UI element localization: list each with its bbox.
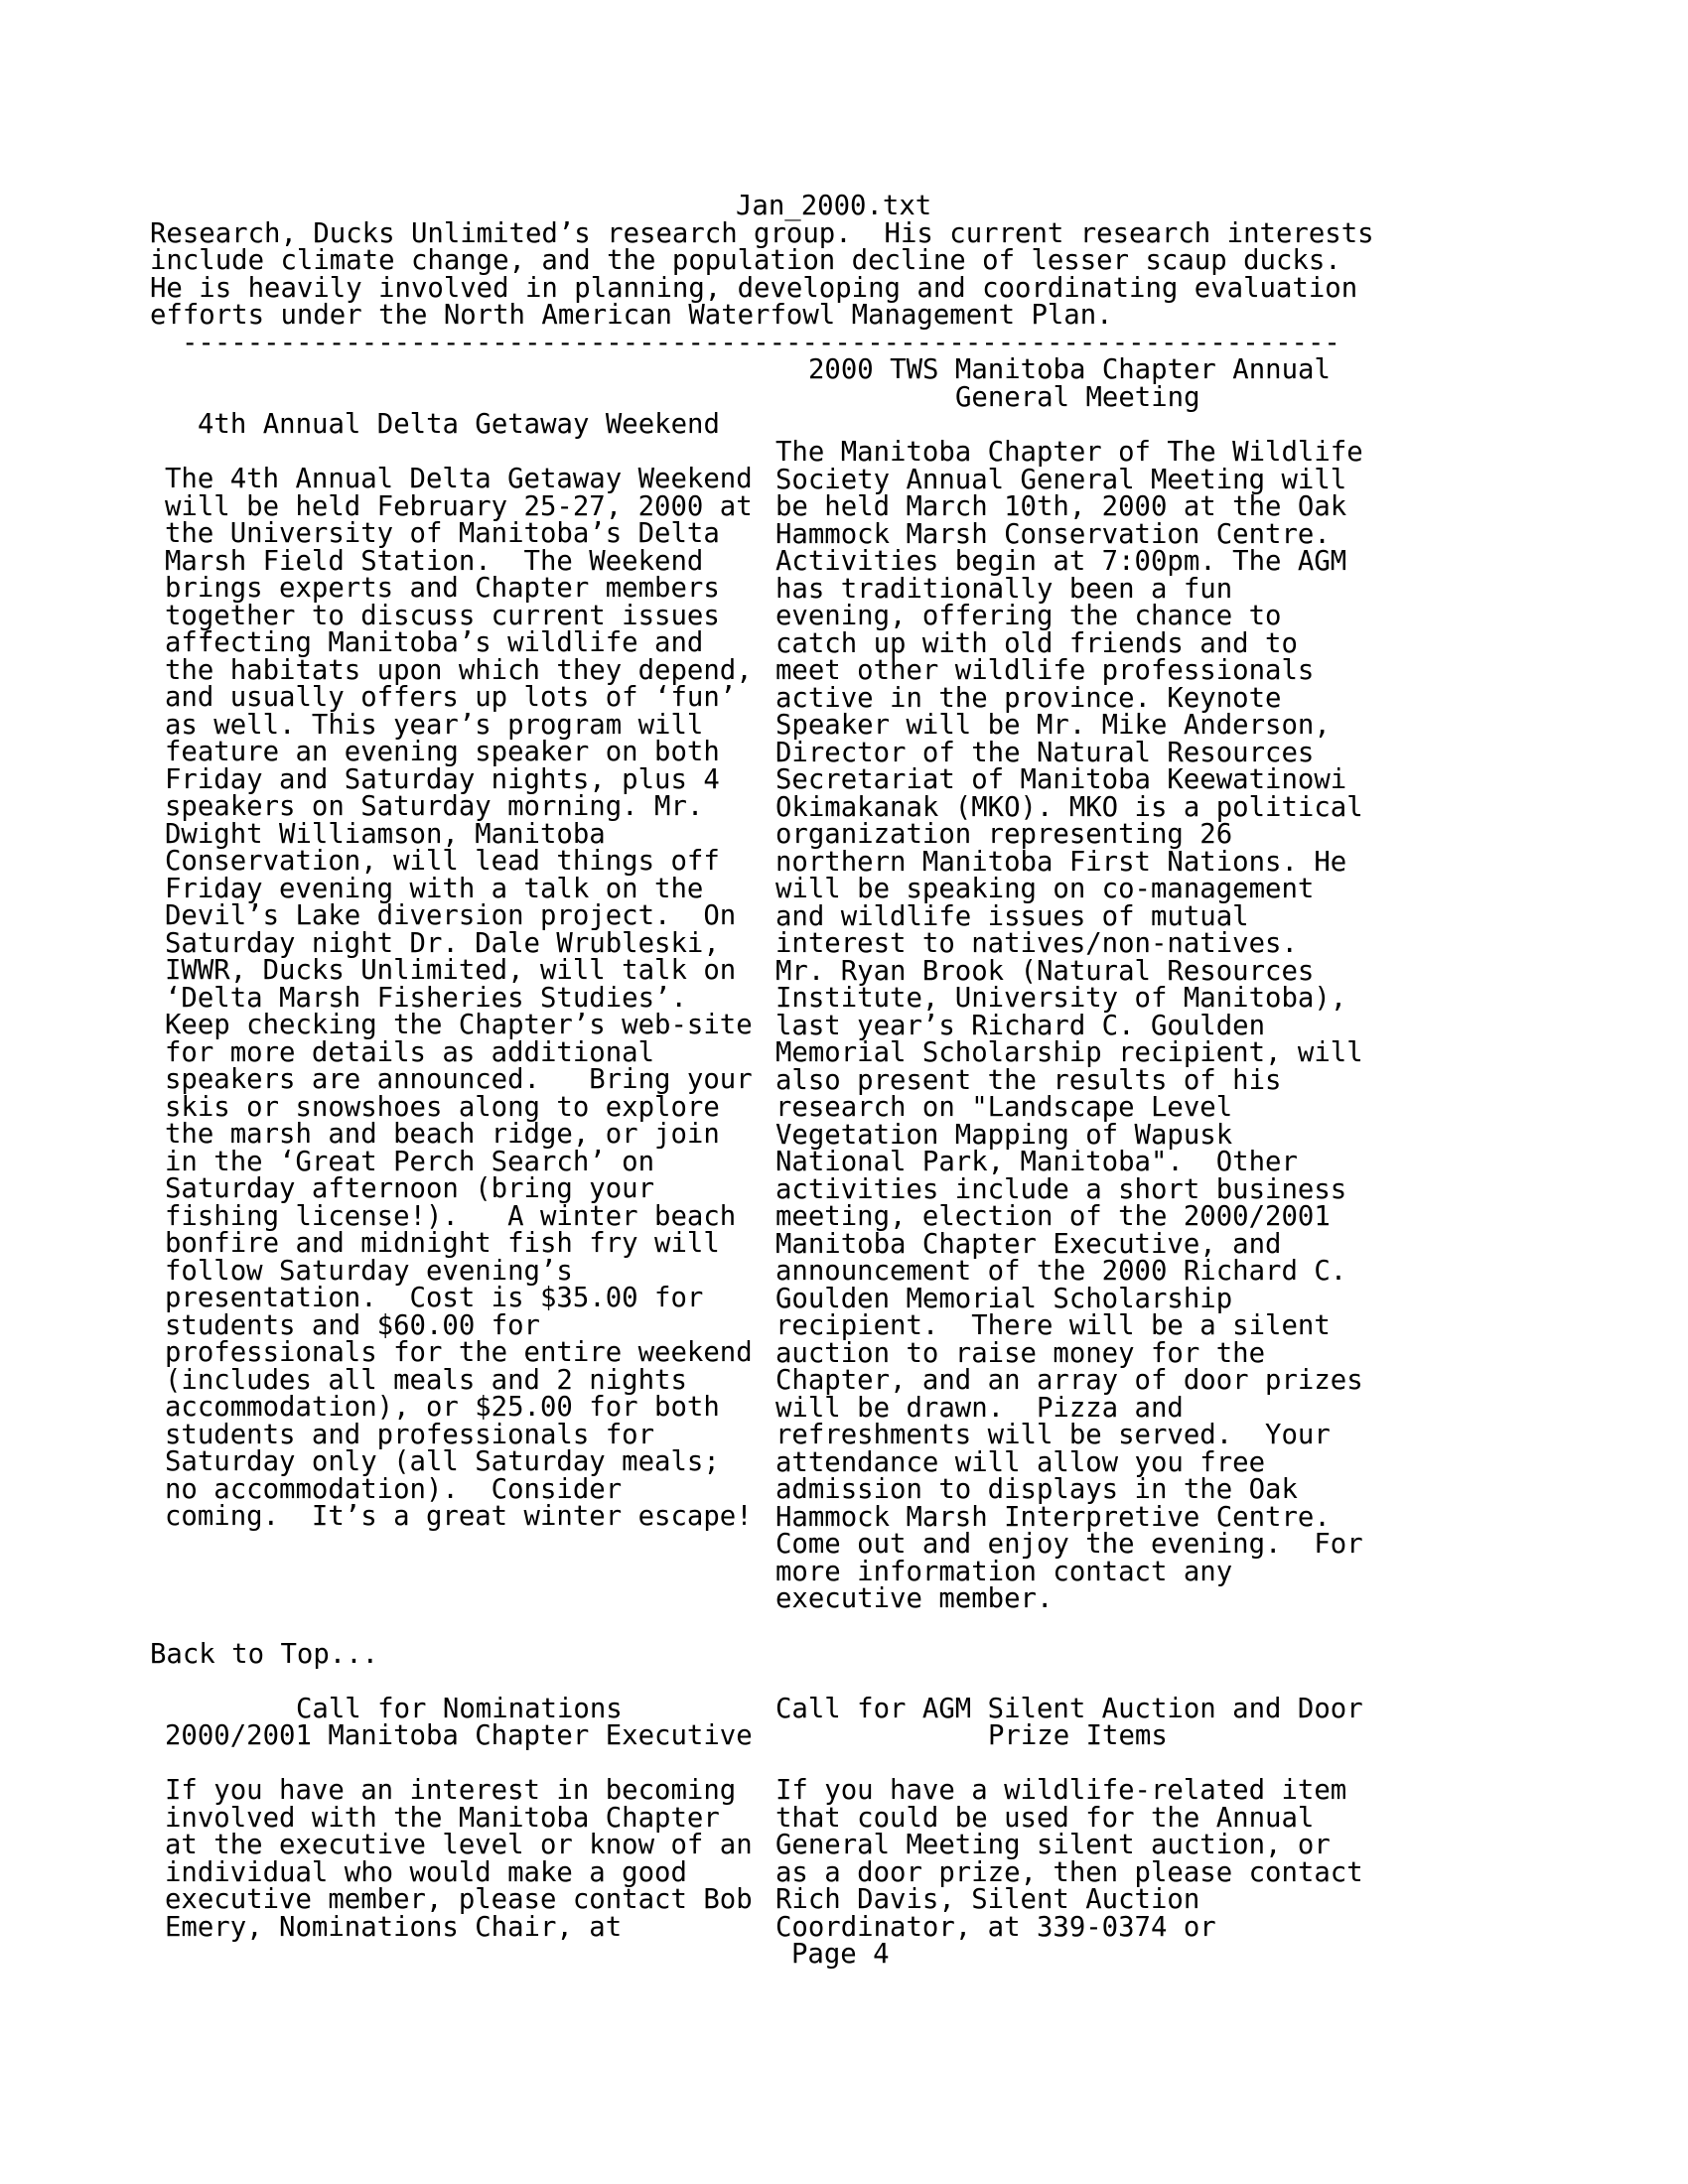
- delta-getaway-body-line: (includes all meals and 2 nights: [165, 1364, 687, 1396]
- nominations-body-line: individual who would make a good: [165, 1856, 687, 1888]
- auction-body-line: that could be used for the Annual: [775, 1802, 1315, 1834]
- agm-body-line: meet other wildlife professionals: [775, 655, 1315, 686]
- agm-body-line: executive member.: [775, 1583, 1054, 1614]
- agm-body-line: Okimakanak (MKO). MKO is a political: [775, 791, 1363, 823]
- back-to-top-link[interactable]: Back to Top...: [150, 1639, 379, 1670]
- agm-body-line: recipient. There will be a silent: [775, 1310, 1331, 1341]
- delta-getaway-body-line: Friday evening with a talk on the: [165, 873, 704, 904]
- agm-body-line: active in the province. Keynote: [775, 682, 1282, 714]
- auction-body-line: Coordinator, at 339-0374 or: [775, 1911, 1216, 1943]
- agm-body-line: refreshments will be served. Your: [775, 1420, 1331, 1450]
- delta-getaway-body-line: The 4th Annual Delta Getaway Weekend: [165, 464, 753, 494]
- delta-getaway-title: 4th Annual Delta Getaway Weekend: [198, 409, 720, 440]
- delta-getaway-body-line: presentation. Cost is $35.00 for: [165, 1283, 704, 1313]
- auction-title-line-2: Prize Items: [988, 1720, 1168, 1751]
- agm-body-line: evening, offering the chance to: [775, 601, 1282, 631]
- delta-getaway-body-line: as well. This year’s program will: [165, 709, 704, 741]
- delta-getaway-body-line: Conservation, will lead things off: [165, 846, 720, 877]
- page-number: Page 4: [791, 1939, 890, 1970]
- delta-getaway-body-line: Saturday afternoon (bring your: [165, 1173, 655, 1204]
- delta-getaway-body-line: follow Saturday evening’s: [165, 1255, 573, 1287]
- agm-body-line: Come out and enjoy the evening. For: [775, 1529, 1363, 1560]
- delta-getaway-body-line: accommodation), or $25.00 for both: [165, 1392, 720, 1423]
- agm-body-line: and wildlife issues of mutual: [775, 900, 1249, 932]
- agm-body-line: Vegetation Mapping of Wapusk: [775, 1119, 1233, 1151]
- agm-body-line: Chapter, and an array of door prizes: [775, 1365, 1363, 1396]
- delta-getaway-body-line: IWWR, Ducks Unlimited, will talk on: [165, 955, 737, 986]
- delta-getaway-body-line: Saturday night Dr. Dale Wrubleski,: [165, 927, 720, 959]
- auction-body-line: Rich Davis, Silent Auction: [775, 1884, 1200, 1915]
- agm-body-line: auction to raise money for the: [775, 1337, 1266, 1369]
- delta-getaway-body-line: will be held February 25-27, 2000 at: [165, 490, 753, 522]
- agm-body-line: Secretariat of Manitoba Keewatinowi: [775, 764, 1347, 795]
- intro-line: He is heavily involved in planning, developing and coordinating evaluation: [150, 273, 1358, 304]
- delta-getaway-body-line: no accommodation). Consider: [165, 1473, 623, 1505]
- auction-body-line: General Meeting silent auction, or: [775, 1830, 1331, 1860]
- agm-body-line: interest to natives/non-natives.: [775, 928, 1298, 959]
- agm-body-line: The Manitoba Chapter of The Wildlife: [775, 437, 1363, 468]
- nominations-body-line: executive member, please contact Bob: [165, 1884, 753, 1915]
- agm-body-line: also present the results of his: [775, 1064, 1282, 1096]
- file-name-header: Jan_2000.txt: [736, 191, 932, 221]
- delta-getaway-body-line: and usually offers up lots of ‘fun’: [165, 682, 737, 713]
- delta-getaway-body-line: speakers are announced. Bring your: [165, 1064, 753, 1095]
- nominations-title-line-1: Call for Nominations: [296, 1694, 623, 1724]
- delta-getaway-body-line: fishing license!). A winter beach: [165, 1200, 737, 1232]
- agm-body-line: last year’s Richard C. Goulden: [775, 1010, 1266, 1041]
- agm-body-line: announcement of the 2000 Richard C.: [775, 1256, 1347, 1287]
- delta-getaway-body-line: the University of Manitoba’s Delta: [165, 518, 720, 549]
- delta-getaway-body-line: brings experts and Chapter members: [165, 573, 720, 604]
- agm-body-line: attendance will allow you free: [775, 1446, 1266, 1478]
- agm-body-line: Hammock Marsh Interpretive Centre.: [775, 1501, 1331, 1533]
- agm-body-line: meeting, election of the 2000/2001: [775, 1201, 1331, 1232]
- delta-getaway-body-line: Friday and Saturday nights, plus 4: [165, 763, 720, 795]
- delta-getaway-body-line: speakers on Saturday morning. Mr.: [165, 791, 704, 822]
- delta-getaway-body-line: ‘Delta Marsh Fisheries Studies’.: [165, 982, 687, 1014]
- delta-getaway-body-line: in the ‘Great Perch Search’ on: [165, 1146, 655, 1177]
- agm-title-line-2: General Meeting: [955, 382, 1200, 413]
- agm-title-line-1: 2000 TWS Manitoba Chapter Annual: [808, 354, 1331, 385]
- agm-body-line: will be drawn. Pizza and: [775, 1392, 1184, 1424]
- delta-getaway-body-line: Marsh Field Station. The Weekend: [165, 545, 704, 577]
- agm-body-line: has traditionally been a fun: [775, 573, 1233, 605]
- agm-body-line: research on "Landscape Level: [775, 1092, 1233, 1123]
- agm-body-line: Activities begin at 7:00pm. The AGM: [775, 546, 1347, 577]
- agm-body-line: Director of the Natural Resources: [775, 737, 1315, 768]
- nominations-body-line: at the executive level or know of an: [165, 1830, 753, 1860]
- delta-getaway-body-line: students and professionals for: [165, 1419, 655, 1450]
- intro-line: include climate change, and the population decline of lesser scaup ducks.: [150, 245, 1341, 276]
- agm-body-line: organization representing 26: [775, 819, 1233, 850]
- intro-line: efforts under the North American Waterfowl Management Plan.: [150, 300, 1113, 331]
- nominations-body-line: Emery, Nominations Chair, at: [165, 1911, 623, 1943]
- nominations-body-line: If you have an interest in becoming: [165, 1775, 737, 1806]
- delta-getaway-body-line: Keep checking the Chapter’s web-site: [165, 1010, 753, 1040]
- delta-getaway-body-line: together to discuss current issues: [165, 600, 720, 631]
- delta-getaway-body-line: the marsh and beach ridge, or join: [165, 1119, 720, 1150]
- delta-getaway-body-line: the habitats upon which they depend,: [165, 654, 753, 686]
- agm-body-line: Hammock Marsh Conservation Centre.: [775, 518, 1331, 550]
- agm-body-line: activities include a short business: [775, 1173, 1347, 1205]
- intro-line: Research, Ducks Unlimited’s research group. His current research interests: [150, 218, 1374, 249]
- section-divider: -----------------------------------------------------------------------: [182, 328, 1340, 358]
- auction-body-line: If you have a wildlife-related item: [775, 1775, 1347, 1806]
- agm-body-line: Speaker will be Mr. Mike Anderson,: [775, 710, 1331, 741]
- auction-title-line-1: Call for AGM Silent Auction and Door: [775, 1694, 1363, 1724]
- delta-getaway-body-line: bonfire and midnight fish fry will: [165, 1228, 720, 1259]
- agm-body-line: Institute, University of Manitoba),: [775, 983, 1347, 1014]
- delta-getaway-body-line: for more details as additional: [165, 1036, 655, 1068]
- delta-getaway-body-line: feature an evening speaker on both: [165, 737, 720, 767]
- delta-getaway-body-line: professionals for the entire weekend: [165, 1337, 753, 1368]
- agm-body-line: catch up with old friends and to: [775, 627, 1298, 659]
- delta-getaway-body-line: Dwight Williamson, Manitoba: [165, 818, 606, 850]
- agm-body-line: will be speaking on co-management: [775, 874, 1315, 904]
- agm-body-line: admission to displays in the Oak: [775, 1474, 1298, 1505]
- agm-body-line: Mr. Ryan Brook (Natural Resources: [775, 955, 1315, 987]
- nominations-body-line: involved with the Manitoba Chapter: [165, 1802, 720, 1834]
- agm-body-line: Memorial Scholarship recipient, will: [775, 1037, 1363, 1068]
- nominations-title-line-2: 2000/2001 Manitoba Chapter Executive: [165, 1720, 753, 1751]
- agm-body-line: Society Annual General Meeting will: [775, 464, 1347, 495]
- delta-getaway-body-line: Saturday only (all Saturday meals;: [165, 1446, 720, 1477]
- agm-body-line: National Park, Manitoba". Other: [775, 1147, 1298, 1177]
- agm-body-line: more information contact any: [775, 1556, 1233, 1587]
- delta-getaway-body-line: affecting Manitoba’s wildlife and: [165, 627, 704, 658]
- agm-body-line: Goulden Memorial Scholarship: [775, 1283, 1233, 1314]
- delta-getaway-body-line: Devil’s Lake diversion project. On: [165, 900, 737, 931]
- auction-body-line: as a door prize, then please contact: [775, 1856, 1363, 1888]
- delta-getaway-body-line: coming. It’s a great winter escape!: [165, 1501, 753, 1532]
- agm-body-line: northern Manitoba First Nations. He: [775, 846, 1347, 878]
- agm-body-line: be held March 10th, 2000 at the Oak: [775, 491, 1347, 522]
- delta-getaway-body-line: skis or snowshoes along to explore: [165, 1091, 720, 1123]
- agm-body-line: Manitoba Chapter Executive, and: [775, 1228, 1282, 1260]
- delta-getaway-body-line: students and $60.00 for: [165, 1309, 540, 1341]
